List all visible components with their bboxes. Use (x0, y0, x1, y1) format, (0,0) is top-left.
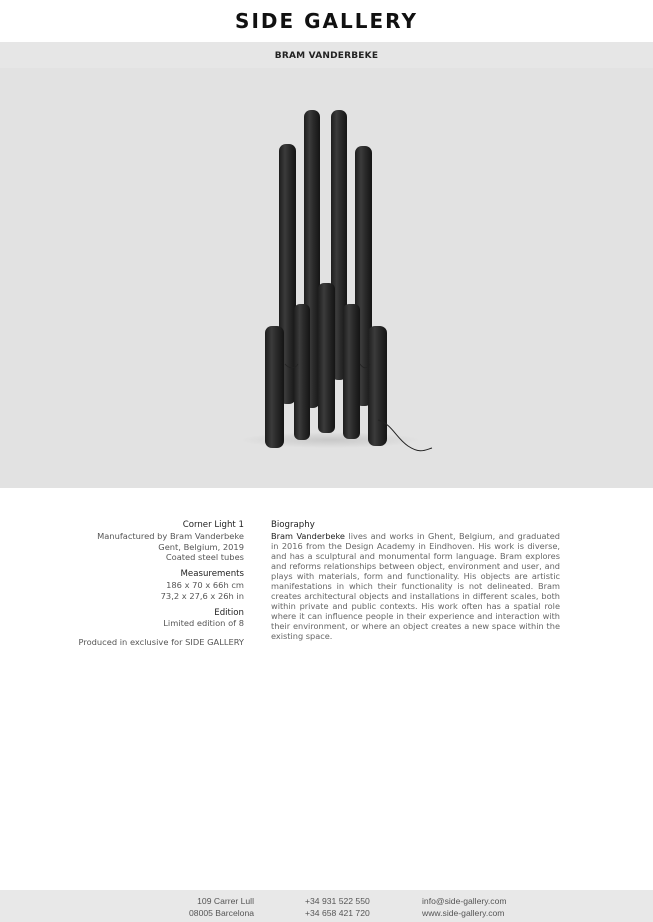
biography-heading: Biography (271, 520, 315, 530)
artist-bar (0, 42, 653, 68)
footer-phones (305, 896, 370, 919)
website-link[interactable]: www.side-gallery.com (422, 907, 505, 918)
edition-text: Limited edition of 8 (163, 618, 244, 629)
edition-info (40, 608, 244, 630)
header (0, 0, 653, 42)
product-title: Corner Light 1 (182, 520, 244, 530)
product-details (40, 520, 244, 648)
biography-text (271, 531, 560, 641)
biography-section (271, 520, 560, 641)
product-photo (0, 68, 653, 488)
measurements-cm: 186 x 70 x 66h cm (166, 579, 244, 590)
artist-name: BRAM VANDERBEKE (274, 51, 379, 61)
phone-2[interactable]: +34 658 421 720 (305, 907, 370, 918)
measurements-in: 73,2 x 27,6 x 26h in (160, 590, 244, 601)
gallery-logo: SIDE GALLERY (235, 9, 418, 33)
footer-contact (422, 896, 507, 919)
measurements-info (40, 569, 244, 601)
exclusive-note: Produced in exclusive for SIDE GALLERY (78, 637, 244, 648)
email-link[interactable]: info@side-gallery.com (422, 896, 507, 906)
corner-light-sculpture-image (0, 68, 653, 488)
origin-line: Gent, Belgium, 2019 (158, 541, 244, 552)
biography-body: lives and works in Ghent, Belgium, and graduated in 2016 from the Design Academy in Eindhoven. His work is diverse, and has a sculptural and monumental form language. Bram explores and reforms relationships between object, environment and user, and plays with materials, form and functionality. His objects are artistic manifestations in which their functionality is not delineated. Bram creates architectural objects and installations in different scales, both within private and public contexts. His work often has a spatial role where it can influence people in their experience and interaction with their environment, or where an object creates a new space within the existing space. (271, 530, 560, 641)
biography-artist-name: Bram Vanderbeke (271, 530, 345, 541)
phone-1[interactable]: +34 931 522 550 (305, 896, 370, 906)
manufacturer-line: Manufactured by Bram Vanderbeke (97, 530, 244, 541)
address-street: 109 Carrer Lull (197, 896, 254, 906)
footer (0, 890, 653, 922)
measurements-heading: Measurements (180, 569, 244, 580)
edition-heading: Edition (214, 607, 244, 618)
material-line: Coated steel tubes (165, 552, 244, 563)
product-info (40, 520, 244, 563)
footer-address (186, 896, 254, 919)
address-city: 08005 Barcelona (189, 907, 254, 918)
